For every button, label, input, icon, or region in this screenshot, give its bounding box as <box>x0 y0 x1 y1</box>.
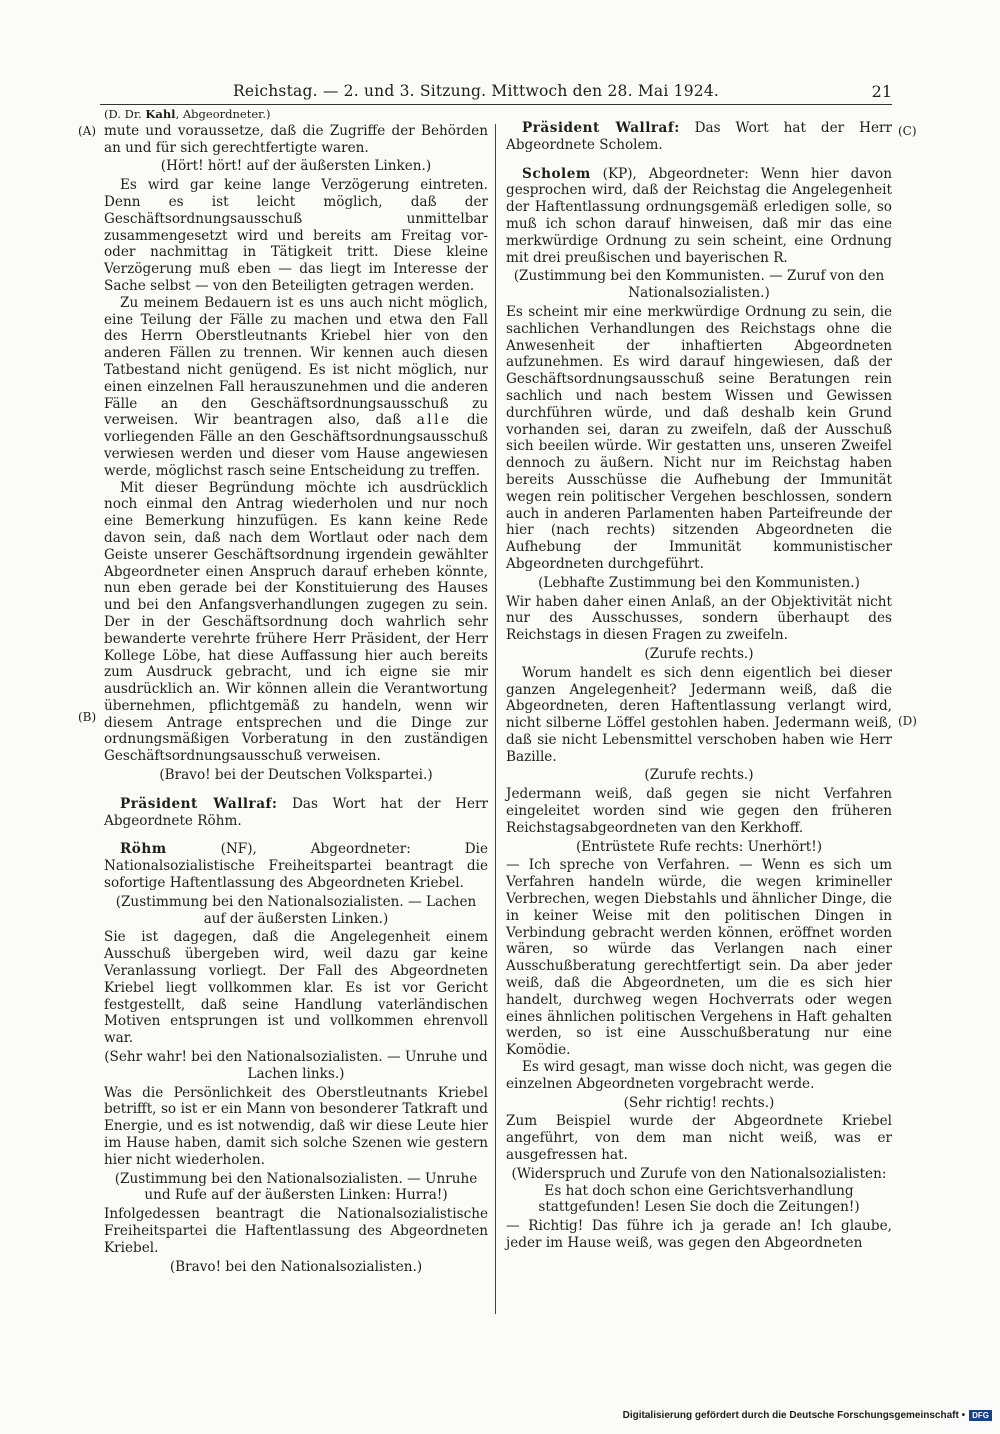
paragraph: Infolgedessen beantragt die Nationalsozialistische Freiheitspartei die Haftentlassung des Abgeordneten Kriebel. <box>104 1206 488 1256</box>
paragraph: mute und voraussetze, daß die Zugriffe der Behörden an und für sich gerechtfertigte waren. <box>104 122 488 156</box>
digitization-footer <box>623 1410 992 1421</box>
paragraph: — Ich spreche von Verfahren. — Wenn es sich um Verfahren handeln würde, die wegen krimineller Verbrechen, wegen Diebstahls und ähnlicher Dinge, die in keiner Weise mit den politischen Dingen in Verbindung gebracht werden können, eröffnet worden wären, so würde das Verlangen nach einer Ausschußberatung gerechtfertigt sein. Da aber jeder weiß, daß die Abgeordneten, um die es sich hier handelt, durchweg wegen Hochverrats oder wegen eines ähnlichen politischen Vergehens in Haft gehalten werden, so ist eine Ausschußberatung nur eine Komödie. <box>506 857 892 1059</box>
page-number: 21 <box>871 82 892 101</box>
interjection: (Bravo! bei den Nationalsozialisten.) <box>169 1258 423 1275</box>
running-title: Reichstag. — 2. und 3. Sitzung. Mittwoch den 28. Mai 1924. <box>232 82 720 100</box>
right-column <box>506 106 892 1252</box>
interjection: (Sehr wahr! bei den Nationalsozialisten. — Unruhe und Lachen links.) <box>104 1049 488 1082</box>
paragraph: Wir haben daher einen Anlaß, an der Objektivität nicht nur des Ausschusses, sondern überhaupt des Reichstags in diesen Fragen zu zweifeln. <box>506 593 892 644</box>
paragraph: Zum Beispiel wurde der Abgeordnete Kriebel angeführt, von dem man nicht weiß, was er ausgefressen hat. <box>506 1113 892 1164</box>
speaker-name: Präsident Wallraf: <box>522 120 680 136</box>
interjection: (Widerspruch und Zurufe von den Nationalsozialisten: Es hat doch schon eine Gerichtsverhandlung stattgefunden! Lesen Sie doch die Zeitungen!) <box>511 1165 887 1216</box>
paragraph: Es scheint mir eine merkwürdige Ordnung zu sein, die sachlichen Verhandlungen des Reichstags ohne die Anwesenheit der inhaftierten Abgeordneten aufzunehmen. Es wird darauf hingewiesen, daß der Geschäftsordnungsausschuß seine Beratungen rein sachlich und nach bestem Wissen und Gewissen durchführen würde, und daß deshalb kein Grund vorhanden sei, daran zu zweifeln, daß der Ausschuß sich beeilen würde. Wir gestatten uns, unseren Zweifel dennoch zu äußern. Nicht nur im Reichstag haben bereits Ausschüsse die Aufhebung der Immunität wegen rein politischer Vergehen beschlossen, sondern auch in anderen Parlamenten haben Parteifreunde der hier (nach rechts) sitzenden Abgeordneten die Aufhebung der Immunität kommunistischer Abgeordneten durchgeführt. <box>506 303 892 572</box>
interjection: (Zustimmung bei den Nationalsozialisten. — Lachen auf der äußersten Linken.) <box>115 893 477 927</box>
paragraph: Mit dieser Begründung möchte ich ausdrücklich noch einmal den Antrag wiederholen und nur noch eine Bemerkung hinzufügen. Es kann keine Rede davon sein, daß nach dem Wortlaut oder nach dem Geiste unserer Geschäftsordnung irgendein gewählter Abgeordneter einen Anspruch darauf erheben könnte, nun eben gerade bei der Konstituierung des Hauses und bei den Anfangsverhandlungen zugegen zu sein. Der in der Geschäftsordnung doch wahrlich sehr bewanderte verehrte frühere Herr Präsident, der Herr Kollege Löbe, hat diese Auffassung hier auch bereits zum Ausdruck gebracht, und ich eigne sie mir ausdrücklich an. Wir können allein die Verantwortung übernehmen, pflichtgemäß zu handeln, wenn wir diesem Antrage entsprechen und die Dinge zur ordnungsmäßigen Vorberatung in den zuständigen Geschäftsordnungsausschuß verweisen. <box>104 479 488 765</box>
speaker-name: Röhm <box>120 841 167 858</box>
interjection: (Zustimmung bei den Kommunisten. — Zuruf von den Nationalsozialisten.) <box>513 268 885 302</box>
paragraph: Sie ist dagegen, daß die Angelegenheit einem Ausschuß übergeben wird, weil dazu gar keine Veranlassung vorliegt. Der Fall des Abgeordneten Kriebel liegt vollkommen klar. Es ist vor Gericht festgestellt, daß seine Handlung vaterländischen Motiven entsprungen ist und vollkommen ehrenvoll war. <box>104 929 488 1047</box>
left-column <box>104 106 488 1277</box>
margin-mark-c: (C) <box>898 124 917 138</box>
paragraph: Was die Persönlichkeit des Oberstleutnants Kriebel betrifft, so ist er ein Mann von besonderer Tatkraft und Energie, und es ist notwendig, daß wir diese Leute hier im Hause haben, damit sich solche Szenen wie gestern hier nicht wiederholen. <box>104 1084 488 1168</box>
interjection: (Bravo! bei der Deutschen Volkspartei.) <box>159 767 433 784</box>
interjection: (Hört! hört! auf der äußersten Linken.) <box>160 158 432 175</box>
speaker-paragraph: Scholem (KP), Abgeordneter: Wenn hier davon gesprochen wird, daß der Reichstag die Angelegenheit der Haftentlassung ordnungsgemäß erledigen solle, so muß ich schon darauf hinweisen, daß mir das eine merkwürdige Ordnung zu sein scheint, eine Ordnung mit drei preußischen und bayerischen R. <box>506 165 892 266</box>
page-header <box>100 82 892 105</box>
interjection: (Zurufe rechts.) <box>644 767 754 784</box>
speaker-paragraph: Röhm (NF), Abgeordneter: Die Nationalsozialistische Freiheitspartei beantragt die sofortige Haftentlassung des Abgeordneten Kriebel. <box>104 841 488 892</box>
speaker-paragraph: Präsident Wallraf: Das Wort hat der Herr Abgeordnete Scholem. <box>506 120 892 153</box>
paragraph: Es wird gesagt, man wisse doch nicht, was gegen die einzelnen Abgeordneten vorgebracht werde. <box>506 1059 892 1092</box>
column-divider <box>495 124 496 1314</box>
margin-mark-a: (A) <box>78 124 97 138</box>
speaker-name: Präsident Wallraf: <box>120 795 278 812</box>
speaker-paragraph: Präsident Wallraf: Das Wort hat der Herr Abgeordnete Röhm. <box>104 795 488 829</box>
paragraph: — Richtig! Das führe ich ja gerade an! Ich glaube, jeder im Hause weiß, was gegen den Abgeordneten <box>506 1218 892 1251</box>
dfg-logo-icon: DFG <box>969 1410 992 1421</box>
speaker-name: Scholem <box>522 165 591 182</box>
interjection: (Lebhafte Zustimmung bei den Kommunisten.) <box>538 574 860 591</box>
interjection: (Entrüstete Rufe rechts: Unerhört!) <box>575 838 823 855</box>
paragraph: Zu meinem Bedauern ist es uns auch nicht möglich, eine Teilung der Fälle zu machen und etwa den Fall des Herrn Oberstleutnants Kriebel hier von den anderen Fällen zu trennen. Wir kennen auch diesen Tatbestand nicht genügend. Es ist nicht möglich, nur einen einzelnen Fall herauszunehmen und die anderen Fälle an den Geschäftsordnungsausschuß zu verweisen. Wir beantragen also, daß alle die vorliegenden Fälle an den Geschäftsordnungsausschuß verwiesen werden und dieser vom Hause angewiesen werde, möglichst rasch seine Entscheidung zu treffen. <box>104 294 488 479</box>
paragraph: Es wird gar keine lange Verzögerung eintreten. Denn es ist leicht möglich, daß der Geschäftsordnungsausschuß unmittelbar zusammengesetzt wird und bereits am Freitag vor- oder nachmittag in Tätigkeit tritt. Diese kleine Verzögerung muß eben — das liegt im Interesse der Sache selbst — von den Beteiligten getragen werden. <box>104 177 488 294</box>
interjection: (Zustimmung bei den Nationalsozialisten. — Unruhe und Rufe auf der äußersten Linken: Hurra!) <box>114 1170 478 1204</box>
interjection: (Sehr richtig! rechts.) <box>623 1094 775 1111</box>
running-head: (D. Dr. Kahl, Abgeordneter.) <box>104 107 271 121</box>
footer-text: Digitalisierung gefördert durch die Deutsche Forschungsgemeinschaft • <box>622 1410 966 1421</box>
margin-mark-d: (D) <box>898 714 917 728</box>
margin-mark-b: (B) <box>78 710 97 724</box>
interjection: (Zurufe rechts.) <box>644 645 754 662</box>
paragraph: Worum handelt es sich denn eigentlich bei dieser ganzen Angelegenheit? Jedermann weiß, daß die Abgeordneten, deren Haftentlassung verlangt wird, nicht silberne Löffel gestohlen haben. Jedermann weiß, daß sie nicht Lebensmittel verschoben haben wie Herr Bazille. <box>506 664 892 765</box>
paragraph: Jedermann weiß, daß gegen sie nicht Verfahren eingeleitet worden sind wie gegen den früheren Reichstagsabgeordneten van den Kerkhoff. <box>506 786 892 836</box>
